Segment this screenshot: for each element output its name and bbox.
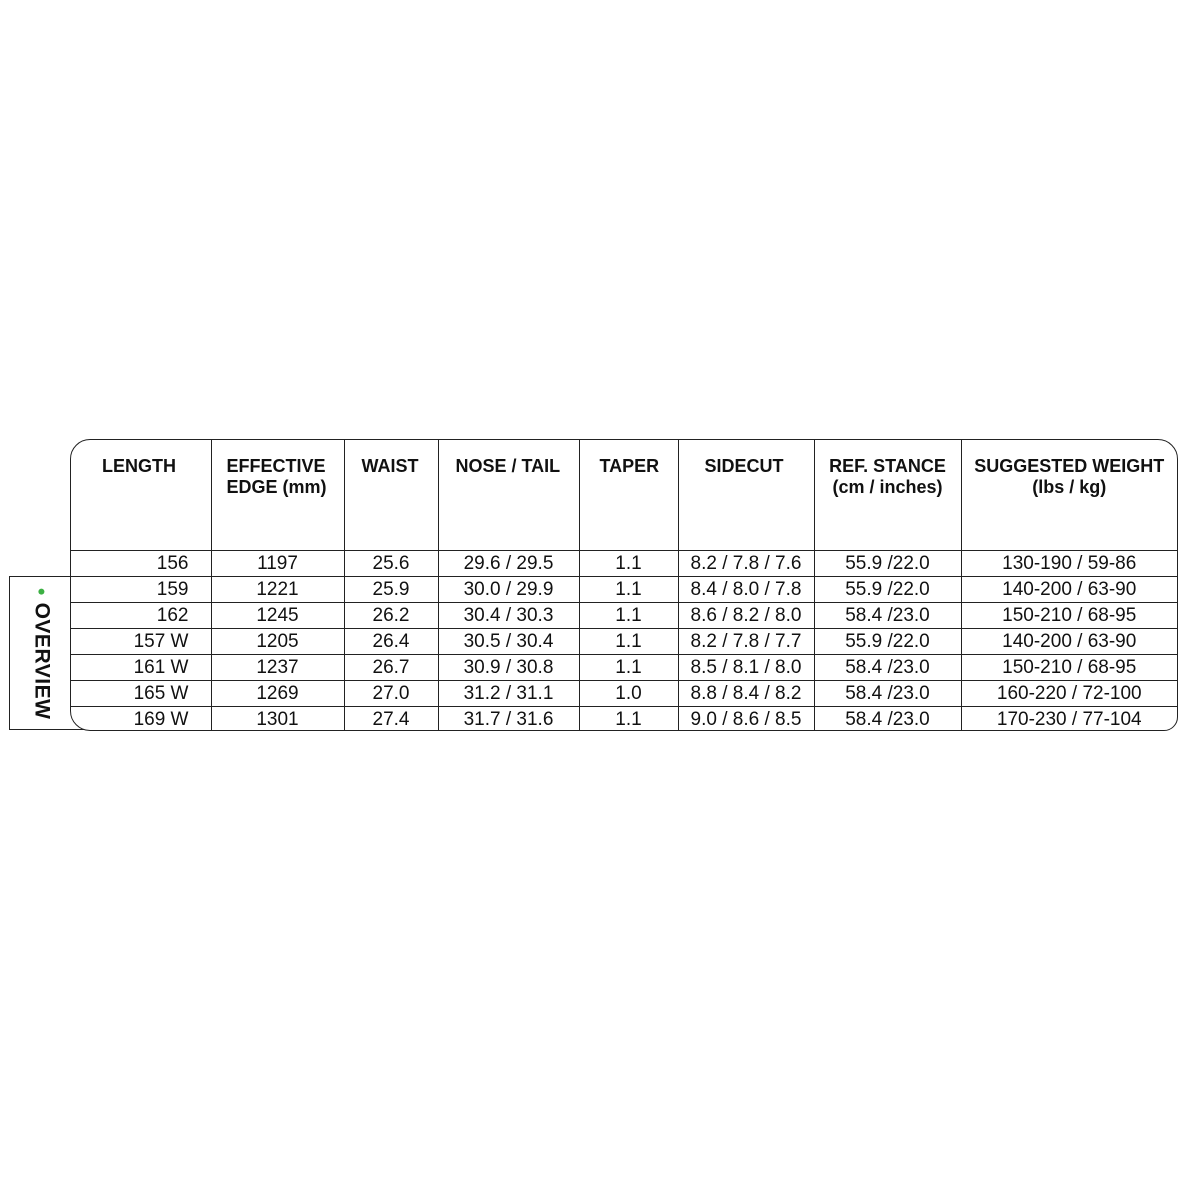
cell-taper: 1.1 [579,654,678,680]
table-row [71,706,1177,731]
cell-suggested-weight: 140-200 / 63-90 [961,576,1177,602]
cell-sidecut: 8.2 / 7.8 / 7.6 [678,550,814,576]
column-header-suggested-weight: SUGGESTED WEIGHT (lbs / kg) [961,440,1177,550]
cell-nose-tail: 30.4 / 30.3 [438,602,579,628]
cell-ref-stance: 58.4 /23.0 [814,654,961,680]
cell-waist: 25.9 [344,576,438,602]
cell-suggested-weight: 170-230 / 77-104 [961,706,1177,731]
cell-ref-stance: 58.4 /23.0 [814,680,961,706]
overview-tab-label-wrap [22,584,60,724]
cell-waist: 27.0 [344,680,438,706]
cell-nose-tail: 31.2 / 31.1 [438,680,579,706]
cell-suggested-weight: 160-220 / 72-100 [961,680,1177,706]
cell-ref-stance: 58.4 /23.0 [814,706,961,731]
cell-taper: 1.1 [579,602,678,628]
cell-waist: 26.7 [344,654,438,680]
cell-length: 162 [71,602,211,628]
cell-nose-tail: 30.0 / 29.9 [438,576,579,602]
table-row [71,654,1177,680]
cell-nose-tail: 30.5 / 30.4 [438,628,579,654]
column-header-nose-tail: NOSE / TAIL [438,440,579,550]
cell-length: 156 [156,552,189,574]
column-header-length: LENGTH [71,440,211,550]
column-header-waist: WAIST [344,440,438,550]
overview-tab-label: OVERVIEW [30,602,53,720]
cell-ref-stance: 55.9 /22.0 [814,576,961,602]
cell-waist: 26.4 [344,628,438,654]
cell-effective-edge: 1245 [211,602,344,628]
cell-sidecut: 8.4 / 8.0 / 7.8 [678,576,814,602]
cell-nose-tail: 30.9 / 30.8 [438,654,579,680]
cell-effective-edge: 1237 [211,654,344,680]
cell-ref-stance: 55.9 /22.0 [814,550,961,576]
cell-sidecut: 8.6 / 8.2 / 8.0 [678,602,814,628]
cell-effective-edge: 1269 [211,680,344,706]
cell-sidecut: 8.8 / 8.4 / 8.2 [678,680,814,706]
cell-nose-tail: 29.6 / 29.5 [438,550,579,576]
column-header-taper: TAPER [579,440,678,550]
cell-sidecut: 8.5 / 8.1 / 8.0 [678,654,814,680]
cell-effective-edge: 1197 [211,550,344,576]
column-header-effective-edge: EFFECTIVE EDGE (mm) [211,440,344,550]
cell-effective-edge: 1221 [211,576,344,602]
cell-waist: 27.4 [344,706,438,731]
cell-suggested-weight: 130-190 / 59-86 [961,550,1177,576]
column-header-ref-stance: REF. STANCE (cm / inches) [814,440,961,550]
cell-suggested-weight: 150-210 / 68-95 [961,654,1177,680]
cell-taper: 1.1 [579,628,678,654]
cell-taper: 1.1 [579,550,678,576]
column-header-sidecut: SIDECUT [678,440,814,550]
cell-length: 165 W [71,680,211,706]
cell-length: 159 [71,576,211,602]
table-row [71,680,1177,706]
specs-table [70,439,1178,731]
cell-taper: 1.0 [579,680,678,706]
cell-ref-stance: 58.4 /23.0 [814,602,961,628]
cell-length: 161 W [71,654,211,680]
cell-effective-edge: 1205 [211,628,344,654]
cell-waist: 26.2 [344,602,438,628]
cell-taper: 1.1 [579,576,678,602]
table-row [71,628,1177,654]
cell-sidecut: 9.0 / 8.6 / 8.5 [678,706,814,731]
cell-suggested-weight: 150-210 / 68-95 [961,602,1177,628]
cell-waist: 25.6 [344,550,438,576]
cell-suggested-weight: 140-200 / 63-90 [961,628,1177,654]
table-row [71,550,1177,576]
cell-sidecut: 8.2 / 7.8 / 7.7 [678,628,814,654]
cell-length: 157 W [71,628,211,654]
table-header-row [71,440,1177,550]
table-row [71,602,1177,628]
table-row [71,576,1177,602]
cell-taper: 1.1 [579,706,678,731]
cell-effective-edge: 1301 [211,706,344,731]
cell-nose-tail: 31.7 / 31.6 [438,706,579,731]
status-dot-icon [38,589,44,595]
cell-length: 169 W [71,706,211,731]
cell-ref-stance: 55.9 /22.0 [814,628,961,654]
